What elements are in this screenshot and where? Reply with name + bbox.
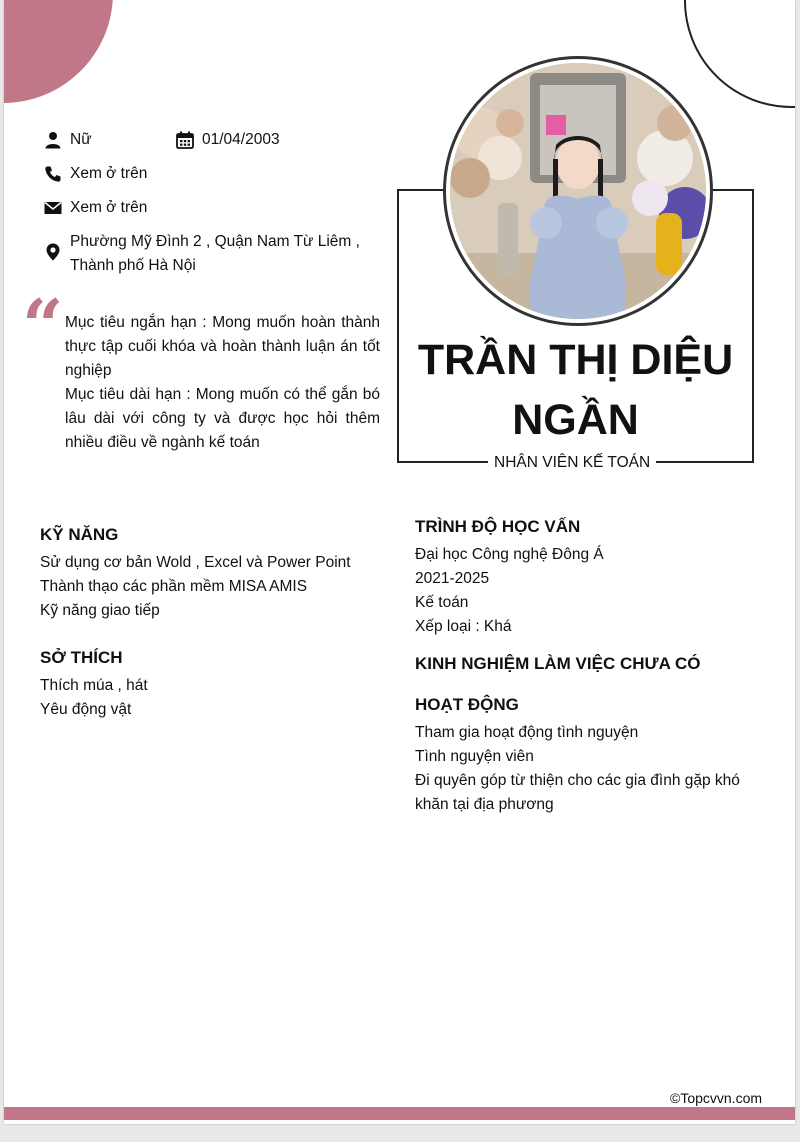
education-item: Kế toán <box>415 594 469 611</box>
hobbies-heading: SỞ THÍCH <box>40 648 123 667</box>
gender-row <box>44 128 92 152</box>
skills-section <box>40 523 385 623</box>
skill-item: Sử dụng cơ bản Wold , Excel và Power Point <box>40 554 351 571</box>
copyright-text: ©Topcvvn.com <box>670 1090 763 1106</box>
hobby-item: Thích múa , hát <box>40 677 148 694</box>
envelope-icon <box>44 199 62 217</box>
job-title: NHÂN VIÊN KẾ TOÁN <box>488 452 656 474</box>
career-objective <box>65 311 380 455</box>
education-item: Xếp loại : Khá <box>415 618 512 635</box>
phone-icon <box>44 165 62 183</box>
person-icon <box>44 131 62 149</box>
activities-section <box>415 693 760 817</box>
portrait-image <box>450 63 706 319</box>
address-row <box>44 230 360 278</box>
birthday-value: 01/04/2003 <box>202 131 280 148</box>
footer-bar <box>4 1107 795 1120</box>
email-row <box>44 196 147 220</box>
email-value: Xem ở trên <box>70 199 148 216</box>
address-line-2: Thành phố Hà Nội <box>70 257 196 274</box>
education-item: 2021-2025 <box>415 570 490 587</box>
activity-item: Tham gia hoạt động tình nguyện <box>415 724 639 741</box>
avatar <box>450 63 706 319</box>
education-section <box>415 515 760 639</box>
candidate-name: TRẦN THỊ DIỆU NGẦN <box>417 336 734 444</box>
activity-item: Tình nguyện viên <box>415 748 534 765</box>
objective-long-term: Mục tiêu dài hạn : Mong muốn có thể gắn bó lâu dài với công ty và được học hỏi thêm nhiều điều về ngành kế toán <box>65 386 380 451</box>
skill-item: Thành thạo các phần mềm MISA AMIS <box>40 578 308 595</box>
objective-short-term: Mục tiêu ngắn hạn : Mong muốn hoàn thành thực tập cuối khóa và hoàn thành luận án tốt nghiệp <box>65 314 380 379</box>
cv-page <box>4 0 795 1124</box>
activities-heading: HOẠT ĐỘNG <box>415 695 519 714</box>
location-pin-icon <box>44 243 62 261</box>
skill-item: Kỹ năng giao tiếp <box>40 602 160 619</box>
skills-heading: KỸ NĂNG <box>40 525 119 544</box>
calendar-icon <box>176 131 194 149</box>
education-heading: TRÌNH ĐỘ HỌC VẤN <box>415 517 581 536</box>
quote-icon: “ <box>22 283 64 368</box>
hobbies-section <box>40 646 385 722</box>
decorative-circle-top-left <box>4 0 113 103</box>
address-line-1: Phường Mỹ Đình 2 , Quận Nam Từ Liêm , <box>70 233 360 250</box>
decorative-ring-top-right <box>684 0 795 108</box>
address-text <box>70 230 360 278</box>
phone-row <box>44 162 147 186</box>
experience-heading: KINH NGHIỆM LÀM VIỆC CHƯA CÓ <box>415 654 701 673</box>
hobby-item: Yêu động vật <box>40 701 132 718</box>
birthday-row <box>176 128 280 152</box>
education-item: Đại học Công nghệ Đông Á <box>415 546 604 563</box>
experience-section <box>415 652 760 680</box>
activity-item: Đi quyên góp từ thiện cho các gia đình gặp khó khăn tại địa phương <box>415 772 740 813</box>
gender-value: Nữ <box>70 131 92 148</box>
phone-value: Xem ở trên <box>70 165 148 182</box>
